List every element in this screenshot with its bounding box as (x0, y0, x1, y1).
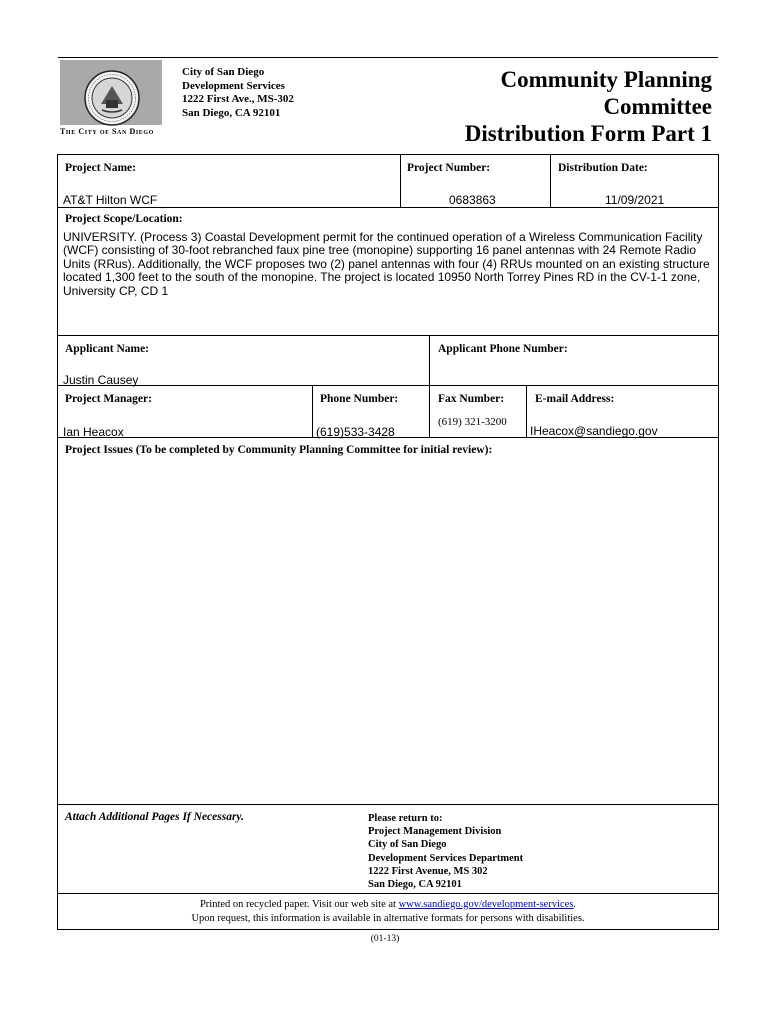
footer-notice (58, 898, 718, 926)
form-number: (01-13) (370, 934, 400, 944)
email-label: E-mail Address: (535, 393, 615, 405)
applicant-name-value[interactable]: Justin Causey (63, 373, 139, 387)
project-name-value[interactable]: AT&T Hilton WCF (63, 193, 158, 207)
return-line: Project Management Division (368, 826, 502, 838)
return-address (368, 812, 523, 891)
address-line: San Diego, CA 92101 (182, 106, 281, 119)
project-number-value[interactable]: 0683863 (449, 193, 496, 207)
applicant-name-label: Applicant Name: (65, 343, 150, 355)
title-line: Community Planning (500, 67, 712, 92)
attach-pages-note: Attach Additional Pages If Necessary. (65, 811, 244, 823)
fax-cell (429, 385, 526, 437)
project-name-label: Project Name: (65, 162, 136, 174)
return-line: San Diego, CA 92101 (368, 879, 462, 891)
department-address (182, 66, 294, 120)
header-rule (58, 57, 718, 58)
fax-number-value[interactable]: (619) 321-3200 (438, 416, 507, 428)
phone-number-label: Phone Number: (320, 393, 399, 405)
applicant-name-cell (58, 335, 429, 385)
applicant-phone-cell (429, 335, 718, 385)
distribution-date-label: Distribution Date: (558, 162, 648, 174)
title-line: Distribution Form Part 1 (464, 121, 712, 146)
title-line: Committee (603, 94, 712, 119)
project-name-cell (58, 155, 400, 207)
city-caption: The City of San Diego (60, 127, 154, 136)
footer-text: Printed on recycled paper. Visit our web site at (199, 899, 399, 910)
fax-number-label: Fax Number: (438, 393, 505, 405)
return-line: Please return to: (368, 813, 443, 824)
footer-text: . (573, 899, 577, 910)
distribution-date-cell (550, 155, 718, 207)
scope-label: Project Scope/Location: (65, 213, 183, 225)
scope-description[interactable]: UNIVERSITY. (Process 3) Coastal Development permit for the continued operation of a Wireless Communication Facility (WCF) consisting of 30-foot rebranched faux pine tree (monopine) supporting 16 panel antennas with 24 Remote Radio Units (RRus). Additionally, the WCF proposes two (2) panel antennas with four (4) RRUs mounted on an existing structure located 1,300 feet to the south of the monopine. The project is located 10950 North Torrey Pines RD in the CV-1-1 zone, University CP, CD 1 (63, 230, 710, 298)
project-issues-cell[interactable] (58, 437, 718, 804)
distribution-form (57, 154, 719, 930)
applicant-phone-label: Applicant Phone Number: (438, 343, 568, 355)
footer-line: Upon request, this information is available in alternative formats for persons with disabilities. (191, 913, 585, 924)
return-line: City of San Diego (368, 839, 447, 851)
address-line: 1222 First Ave., MS-302 (182, 93, 294, 105)
distribution-date-value[interactable]: 11/09/2021 (605, 193, 665, 207)
email-value[interactable]: IHeacox@sandiego.gov (530, 424, 658, 438)
footer-line (58, 898, 718, 912)
address-line: City of San Diego (182, 66, 265, 78)
email-cell (526, 385, 718, 437)
website-link[interactable]: www.sandiego.gov/development-services (398, 899, 574, 910)
return-line: 1222 First Avenue, MS 302 (368, 865, 488, 877)
return-line: Development Services Department (368, 852, 524, 864)
phone-number-value[interactable]: (619)533-3428 (316, 425, 395, 439)
project-number-cell (400, 155, 550, 207)
project-manager-cell (58, 385, 312, 437)
city-seal-logo (84, 70, 140, 126)
project-manager-value[interactable]: Ian Heacox (63, 425, 124, 439)
form-title (465, 66, 712, 147)
project-issues-label: Project Issues (To be completed by Community Planning Committee for initial review): (65, 444, 493, 456)
project-manager-label: Project Manager: (65, 393, 152, 405)
project-number-label: Project Number: (407, 162, 491, 174)
manager-phone-cell (312, 385, 429, 437)
address-line: Development Services (182, 79, 285, 92)
